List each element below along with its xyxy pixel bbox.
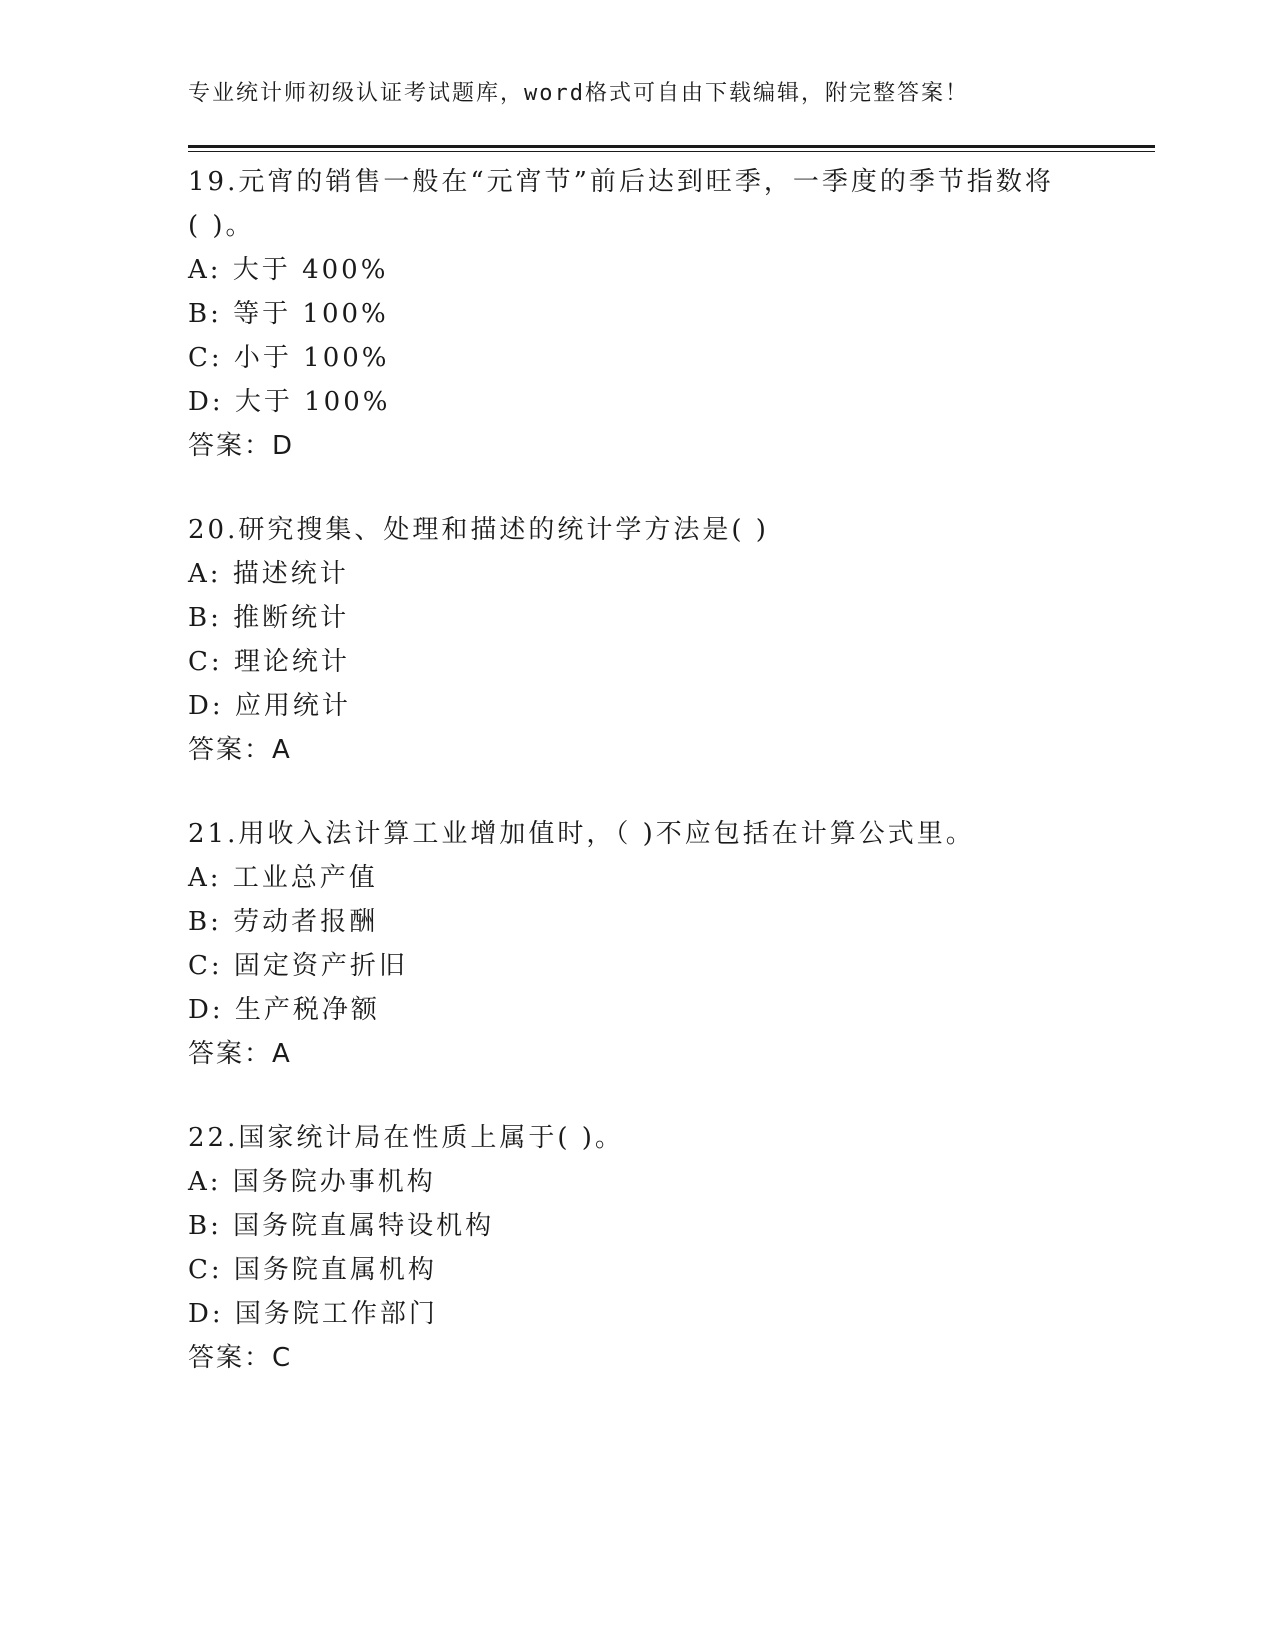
header-rule-thick [188,145,1155,148]
option-c: C: 小于 100% [188,343,390,373]
option-d: D: 应用统计 [188,691,351,721]
option-b: B: 劳动者报酬 [188,907,379,937]
option-d: D: 国务院工作部门 [188,1299,438,1329]
question-list [188,160,1128,1380]
question-stem: 20.研究搜集、处理和描述的统计学方法是( ) [188,515,769,545]
option-b: B: 国务院直属特设机构 [188,1211,495,1241]
question-stem: 19.元宵的销售一般在“元宵节”前后达到旺季，一季度的季节指数将 [188,167,1054,197]
option-b: B: 等于 100% [188,299,389,329]
option-a: A: 工业总产值 [188,863,378,893]
spacer [188,772,1128,812]
option-a: A: 描述统计 [188,559,349,589]
question-21 [188,812,1128,1076]
option-d: D: 生产税净额 [188,995,380,1025]
answer: 答案：A [188,735,292,765]
option-a: A: 国务院办事机构 [188,1167,436,1197]
option-c: C: 固定资产折旧 [188,951,408,981]
option-d: D: 大于 100% [188,387,391,417]
option-a: A: 大于 400% [188,255,389,285]
question-19 [188,160,1128,468]
option-c: C: 国务院直属机构 [188,1255,437,1285]
question-stem: 22.国家统计局在性质上属于( )。 [188,1123,624,1153]
answer: 答案：D [188,431,295,461]
question-stem-continued: ( )。 [188,211,255,241]
question-20 [188,508,1128,772]
option-c: C: 理论统计 [188,647,350,677]
option-b: B: 推断统计 [188,603,350,633]
header-rule-thin [188,151,1155,152]
spacer [188,468,1128,508]
answer: 答案：C [188,1343,293,1373]
question-22 [188,1116,1128,1380]
answer: 答案：A [188,1039,292,1069]
spacer [188,1076,1128,1116]
page-header: 专业统计师初级认证考试题库，word格式可自由下载编辑，附完整答案！ [188,81,969,106]
question-stem: 21.用收入法计算工业增加值时，（ )不应包括在计算公式里。 [188,819,975,849]
